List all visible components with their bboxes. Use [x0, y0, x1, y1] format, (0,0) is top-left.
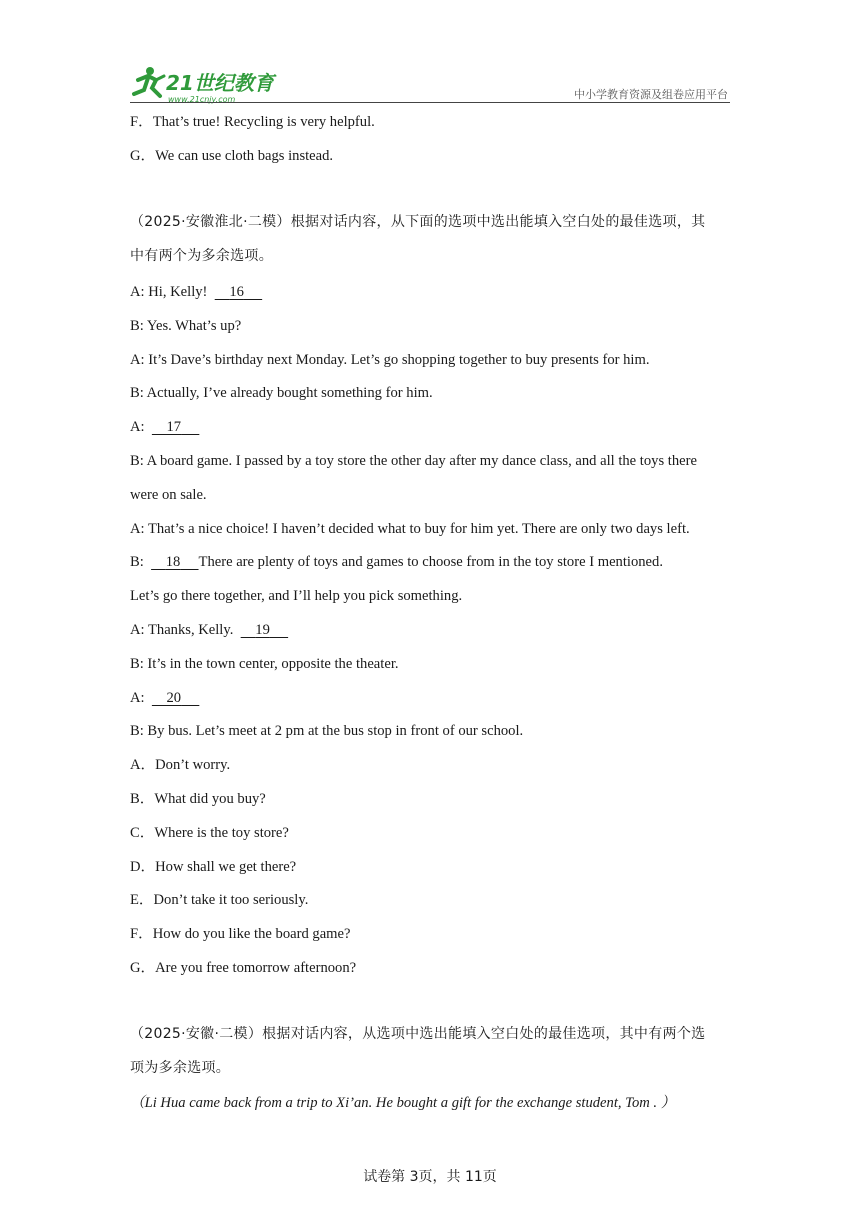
blank-18 — [151, 552, 198, 572]
blank-number: 17 — [166, 419, 182, 435]
blank-16 — [215, 282, 262, 302]
option-c: C．Where is the toy store? — [130, 825, 289, 841]
section1-intro-line1: （2025·安徽淮北·二模）根据对话内容，从下面的选项中选出能填入空白处的最佳选项，其 — [130, 214, 706, 230]
dialogue-line — [130, 552, 730, 572]
dialogue-line: Let’s go there together, and I’ll help you pick something. — [130, 588, 463, 604]
dialogue-line: A: That’s a nice choice! I haven’t decided what to buy for him yet. There are only two days left. — [130, 521, 690, 537]
section2-context: （Li Hua came back from a trip to Xi’an. He bought a gift for the exchange student, Tom . ） — [130, 1095, 676, 1111]
dialogue-line: were on sale. — [130, 487, 207, 503]
dialogue-text: There are plenty of toys and games to choose from in the toy store I mentioned. — [198, 554, 663, 570]
blank-number: 16 — [229, 284, 244, 300]
section1-intro-line2: 中有两个为多余选项。 — [130, 248, 273, 264]
page-header — [130, 58, 730, 104]
blank-19 — [241, 620, 288, 640]
dialogue-line: B: Actually, I’ve already bought something for him. — [130, 385, 433, 401]
dialogue-line: B: By bus. Let’s meet at 2 pm at the bus stop in front of our school. — [130, 723, 524, 739]
dialogue-text: A: Thanks, Kelly. — [130, 622, 241, 638]
blank-17 — [152, 417, 199, 437]
dialogue-text: A: — [130, 690, 152, 706]
dialogue-text: A: — [130, 419, 152, 435]
option-b: B．What did you buy? — [130, 791, 266, 807]
site-tagline: 中小学教育资源及组卷应用平台 — [574, 88, 728, 101]
dialogue-line — [130, 620, 730, 640]
prev-option-f: F．That’s true! Recycling is very helpful. — [130, 114, 375, 130]
section2-intro-line2: 项为多余选项。 — [130, 1060, 231, 1076]
option-e: E．Don’t take it too seriously. — [130, 892, 309, 908]
option-d: D．How shall we get there? — [130, 859, 297, 875]
logo-url-text: www.21cnjy.com — [168, 95, 236, 104]
dialogue-line — [130, 282, 730, 302]
blank-20 — [152, 688, 199, 708]
blank-number: 19 — [255, 622, 270, 638]
dialogue-text: B: — [130, 554, 152, 570]
dialogue-text: A: Hi, Kelly! — [130, 284, 215, 300]
blank-number: 18 — [165, 554, 181, 570]
dialogue-line: B: A board game. I passed by a toy store the other day after my dance class, and all the toys there — [130, 453, 697, 469]
option-a: A．Don’t worry. — [130, 757, 231, 773]
site-logo-icon — [130, 64, 280, 104]
dialogue-line: A: It’s Dave’s birthday next Monday. Let’s go shopping together to buy presents for him. — [130, 352, 650, 368]
option-g: G．Are you free tomorrow afternoon? — [130, 960, 357, 976]
option-f: F．How do you like the board game? — [130, 926, 351, 942]
section2-intro-line1: （2025·安徽·二模）根据对话内容，从选项中选出能填入空白处的最佳选项，其中有两个选 — [130, 1026, 706, 1042]
dialogue-line — [130, 417, 730, 437]
blank-number: 20 — [166, 690, 182, 706]
logo-text: 21世纪教育 — [166, 71, 274, 95]
header-divider — [130, 102, 730, 103]
page-footer: 试卷第 3页，共 11页 — [363, 1169, 497, 1185]
dialogue-line: B: Yes. What’s up? — [130, 318, 242, 334]
prev-option-g: G．We can use cloth bags instead. — [130, 148, 334, 164]
dialogue-line: B: It’s in the town center, opposite the theater. — [130, 656, 399, 672]
dialogue-line — [130, 688, 730, 708]
